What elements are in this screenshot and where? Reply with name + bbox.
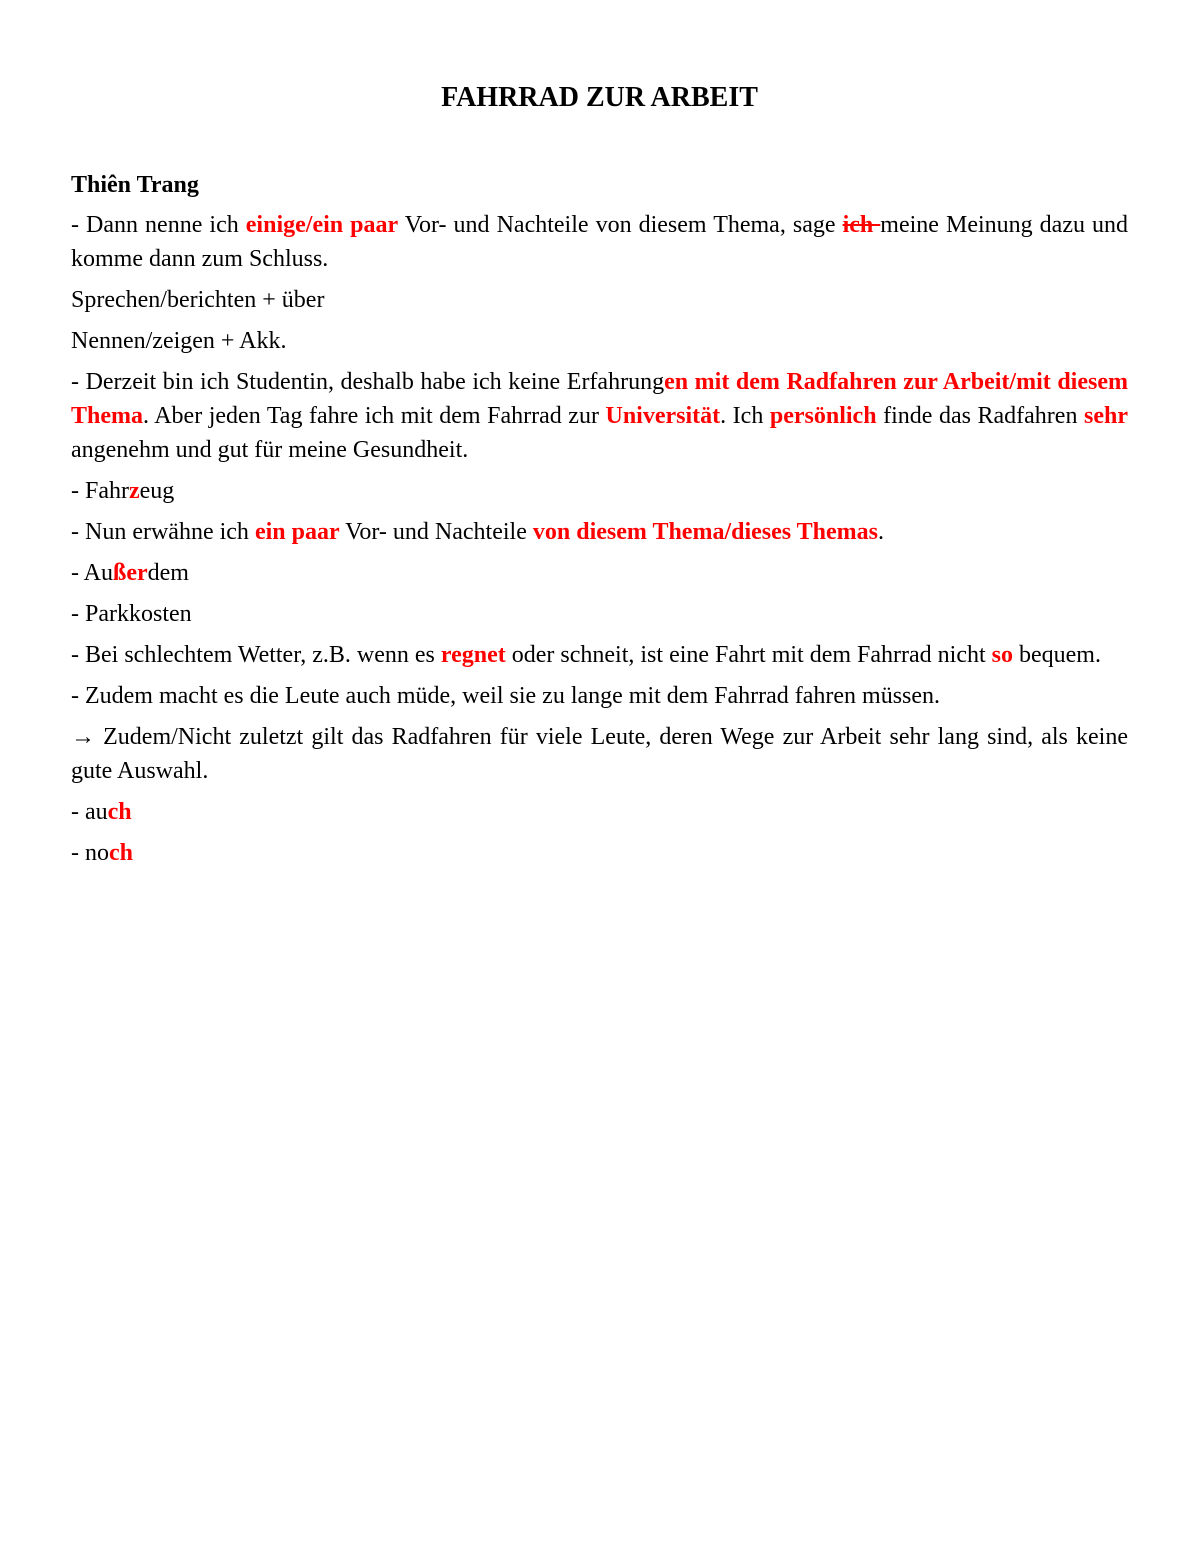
highlighted-correction: einige/ein paar [245, 212, 399, 238]
text-segment: Sprechen/berichten + über [71, 287, 325, 313]
author-name: Thiên Trang [71, 172, 199, 198]
paragraph [71, 836, 1128, 870]
text-segment: . Ich [720, 403, 770, 429]
text-segment: Nennen/zeigen + Akk. [71, 328, 287, 354]
text-segment: bequem. [1013, 642, 1101, 668]
text-segment: - Zudem macht es die Leute auch müde, weil sie zu lange mit dem Fahrrad fahren müssen. [71, 683, 941, 709]
document-title: FAHRRAD ZUR ARBEIT [441, 82, 758, 113]
paragraph [71, 365, 1128, 467]
highlighted-correction: ch [109, 840, 133, 866]
paragraph [71, 474, 1128, 508]
paragraph [71, 556, 1128, 590]
highlighted-correction: regnet [440, 642, 506, 668]
text-segment: eug [139, 478, 175, 504]
text-segment: - Parkkosten [71, 601, 192, 627]
highlighted-correction: ein paar [254, 519, 340, 545]
paragraph [71, 795, 1128, 829]
text-segment: - Bei schlechtem Wetter, z.B. wenn es [71, 642, 441, 668]
text-segment: - au [71, 799, 108, 825]
document-page [71, 78, 1128, 877]
text-segment: - Derzeit bin ich Studentin, deshalb habe ich keine Erfahrung [71, 369, 665, 395]
paragraph [71, 283, 1128, 317]
text-segment: → Zudem/Nicht zuletzt gilt das Radfahren für viele Leute, deren Wege zur Arbeit sehr lang sind, als keine gute Auswahl. [71, 724, 1128, 784]
text-segment: dem [147, 560, 189, 586]
paragraph [71, 208, 1128, 276]
highlighted-correction: Universität [605, 403, 721, 429]
highlighted-correction: ßer [113, 560, 148, 586]
highlighted-correction: z [128, 478, 140, 504]
highlighted-correction: en mit dem Radfahren zur Arbeit/mit diesem Thema [71, 369, 1128, 429]
text-segment: . Aber jeden Tag fahre ich mit dem Fahrrad zur [143, 403, 606, 429]
paragraph [71, 720, 1128, 788]
text-segment: meine Meinung dazu und komme dann zum Schluss. [71, 212, 1129, 272]
highlighted-correction: sehr [1084, 403, 1128, 429]
text-segment: - Au [71, 560, 113, 586]
paragraph [71, 597, 1128, 631]
paragraph [71, 638, 1128, 672]
text-segment: finde das Radfahren [876, 403, 1084, 429]
struck-correction: ich [842, 212, 881, 238]
highlighted-correction: ch [107, 799, 132, 825]
text-segment: - Nun erwähne ich [71, 519, 255, 545]
text-segment: Vor- und Nachteile von diesem Thema, sage [398, 212, 843, 238]
paragraph [71, 679, 1128, 713]
text-segment: oder schneit, ist eine Fahrt mit dem Fahrrad nicht [505, 642, 992, 668]
text-segment: angenehm und gut für meine Gesundheit. [71, 437, 469, 463]
paragraph [71, 324, 1128, 358]
highlighted-correction: von diesem Thema/dieses Themas [532, 519, 879, 545]
text-segment: - Fahr [71, 478, 129, 504]
text-segment: - no [71, 840, 109, 866]
text-segment: . [878, 519, 885, 545]
paragraph [71, 515, 1128, 549]
document-body [71, 208, 1128, 870]
highlighted-correction: persönlich [769, 403, 877, 429]
highlighted-correction: so [991, 642, 1013, 668]
text-segment: Vor- und Nachteile [339, 519, 533, 545]
text-segment: - Dann nenne ich [71, 212, 246, 238]
